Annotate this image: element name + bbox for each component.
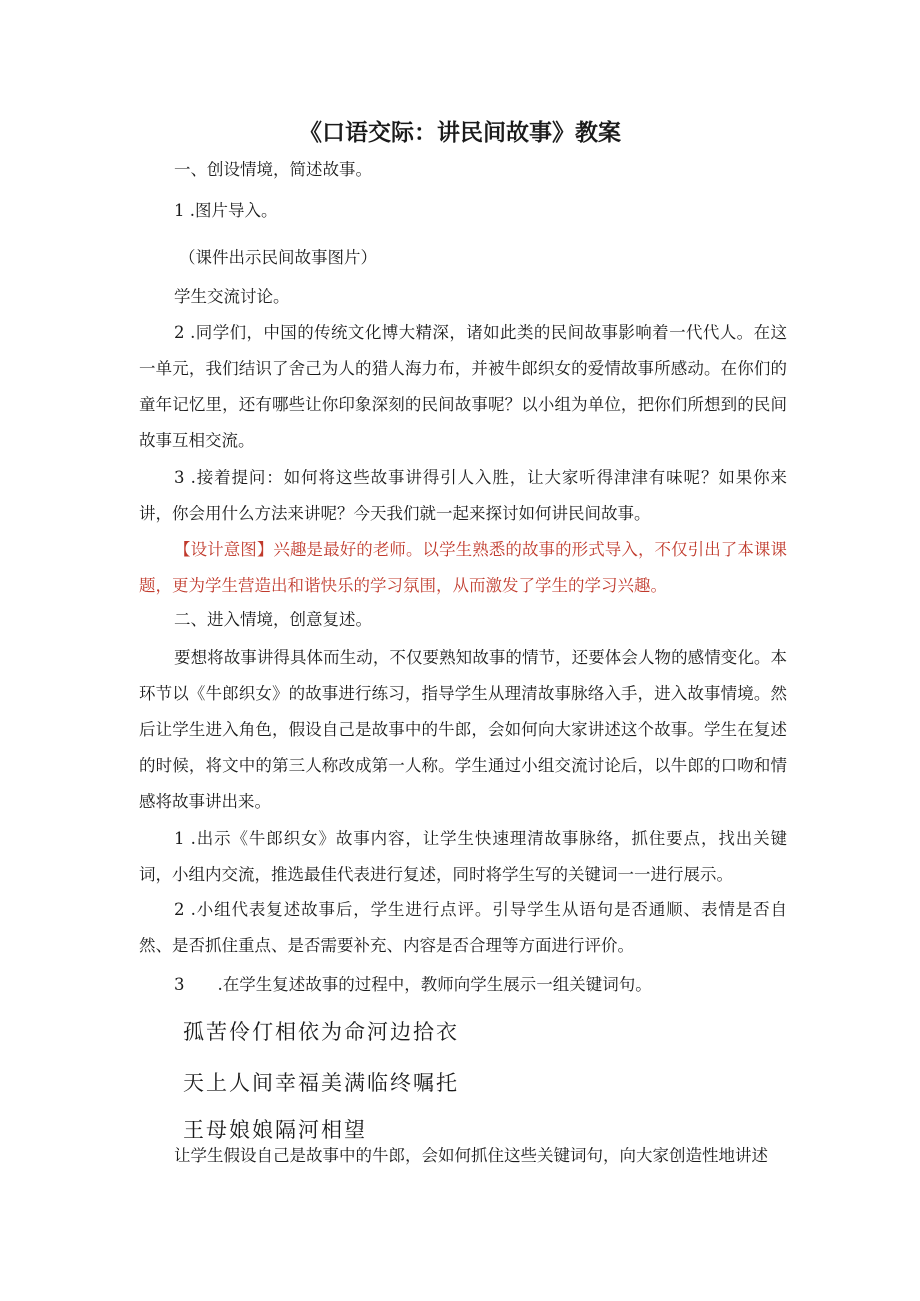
section2-paragraph: 要想将故事讲得具体而生动，不仅要熟知故事的情节，还要体会人物的感情变化。本环节以《牛郎织女》的故事进行练习，指导学生从理清故事脉络入手，进入故事情境。然后让学生进入角色，假设自己是故事中的牛郎，会如何向大家讲述这个故事。学生在复述的时候，将文中的第三人称改成第一人称。学生通过小组交流讨论后，以牛郎的口吻和情感将故事讲出来。 [139,648,787,811]
s2-item1-paragraph: 1 .出示《牛郎织女》故事内容，让学生快速理清故事脉络，抓住要点，找出关键词，小组内交流，推选最佳代表进行复述，同时将学生写的关键词一一进行展示。 [139,829,787,884]
student-discussion: 学生交流讨论。 [174,287,290,306]
final-line: 让学生假设自己是故事中的牛郎，会如何抓住这些关键词句，向大家创造性地讲述 [174,1146,768,1165]
design-intent-text: 兴趣是最好的老师。以学生熟悉的故事的形式导入，不仅引出了本课课题，更为学生营造出和谐快乐的学习氛围，从而激发了学生的学习兴趣。 [139,540,788,595]
document-title: 《口语交际：讲民间故事》教案 [299,120,621,146]
section2-heading: 二、进入情境，创意复述。 [174,610,372,629]
s2-item2-paragraph: 2 .小组代表复述故事后，学生进行点评。引导学生从语句是否通顺、表情是否自然、是否抓住重点、是否需要补充、内容是否合理等方面进行评价。 [139,900,787,955]
s2-item3-line: 3 .在学生复述故事的过程中，教师向学生展示一组关键词句。 [174,975,652,994]
design-intent-paragraph [139,532,787,604]
item2-paragraph: 2 .同学们，中国的传统文化博大精深，诸如此类的民间故事影响着一代代人。在这一单元，我们结识了舍己为人的猎人海力布，并被牛郎织女的爱情故事所感动。在你们的童年记忆里，还有哪些让你印象深刻的民间故事呢？以小组为单位，把你们所想到的民间故事互相交流。 [139,323,787,450]
item1-picture-intro: 1 .图片导入。 [174,201,278,220]
keyword-line-2: 天上人间幸福美满临终嘱托 [183,1071,459,1095]
item3-paragraph: 3 .接着提问：如何将这些故事讲得引人入胜，让大家听得津津有味呢？如果你来讲，你会用什么方法来讲呢？今天我们就一起来探讨如何讲民间故事。 [139,468,787,523]
keyword-line-1: 孤苦伶仃相依为命河边拾衣 [183,1020,459,1044]
keyword-line-3: 王母娘娘隔河相望 [183,1118,367,1142]
design-intent-label: 【设计意图】 [174,540,274,559]
section1-heading: 一、创设情境，简述故事。 [174,160,372,179]
courseware-note: （课件出示民间故事图片） [179,248,377,267]
